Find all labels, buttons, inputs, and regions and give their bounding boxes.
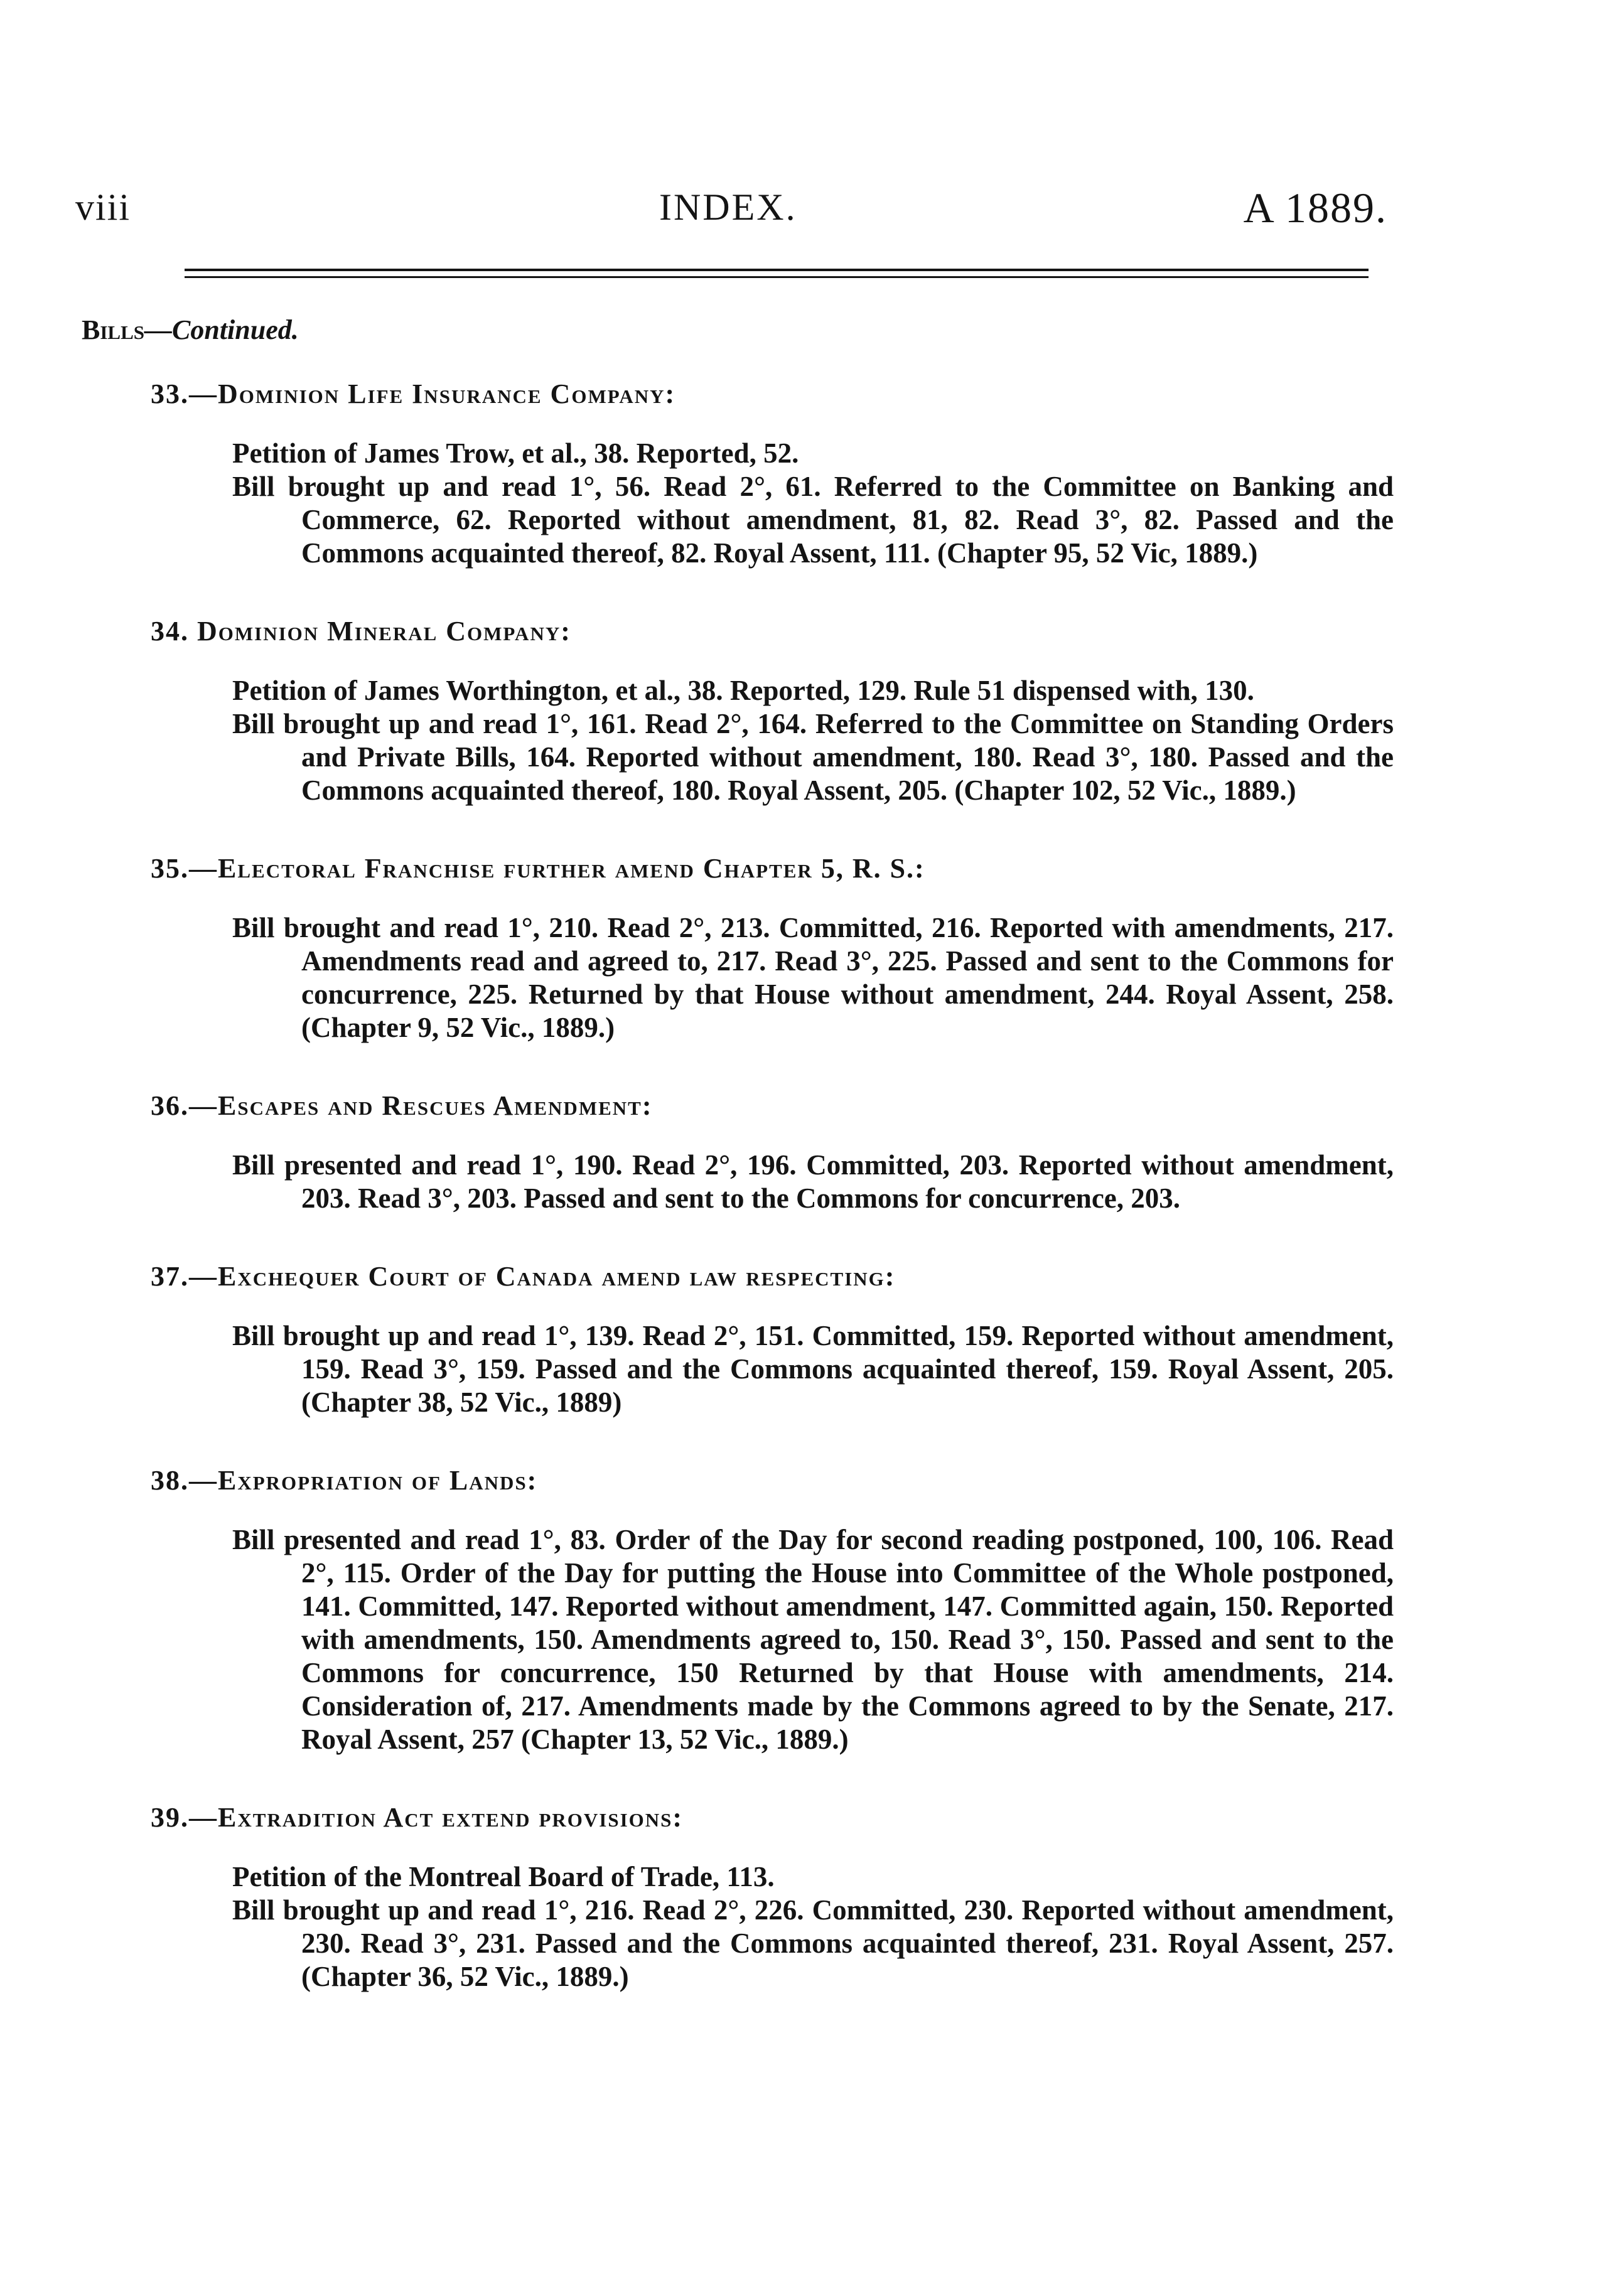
entry-paragraph: Bill brought up and read 1°, 161. Read 2°, 164. Referred to the Committee on Standing Orders and Private Bills, 164. Reported without amendment, 180. Read 3°, 180. Passed and the Commons acquainted thereof, 180. Royal Assent, 205. (Chapter 102, 52 Vic., 1889.) [232, 708, 1394, 806]
entry-title: 33.—Dominion Life Insurance Company: [151, 378, 676, 409]
entry-title: 36.—Escapes and Rescues Amendment: [151, 1090, 653, 1121]
entry-title: 39.—Extradition Act extend provisions: [151, 1802, 684, 1833]
page-header [75, 186, 1387, 236]
index-entries [151, 377, 1394, 2037]
entry-title: 34. Dominion Mineral Company: [151, 616, 571, 646]
index-entry [151, 1088, 1394, 1215]
entry-paragraph: Bill brought up and read 1°, 56. Read 2°, 61. Referred to the Committee on Banking and Commerce, 62. Reported without amendment, 81, 82. Read 3°, 82. Passed and the Commons acquainted thereof, 82. Royal Assent, 111. (Chapter 95, 52 Vic, 1889.) [232, 471, 1394, 569]
entry-title: 35.—Electoral Franchise further amend Chapter 5, R. S.: [151, 853, 925, 884]
entry-paragraph: Petition of the Montreal Board of Trade, 113. [232, 1861, 775, 1892]
entry-title: 37.—Exchequer Court of Canada amend law respecting: [151, 1261, 896, 1292]
index-entry [151, 1463, 1394, 1756]
year-label: A 1889. [1243, 184, 1387, 232]
entry-paragraph: Petition of James Worthington, et al., 38. Reported, 129. Rule 51 dispensed with, 130. [232, 675, 1254, 706]
section-heading-name: Bills [82, 314, 145, 345]
entry-paragraph: Bill brought up and read 1°, 139. Read 2°, 151. Committed, 159. Reported without amendment, 159. Read 3°, 159. Passed and the Commons acquainted thereof, 159. Royal Assent, 205. (Chapter 38, 52 Vic., 1889) [232, 1320, 1394, 1418]
header-rule-bottom [185, 276, 1369, 278]
index-entry [151, 614, 1394, 807]
header-rule-top [185, 269, 1369, 271]
entry-title: 38.—Expropriation of Lands: [151, 1465, 538, 1496]
index-entry [151, 1800, 1394, 1993]
entry-paragraph: Bill brought up and read 1°, 216. Read 2°, 226. Committed, 230. Reported without amendment, 230. Read 3°, 231. Passed and the Commons acquainted thereof, 231. Royal Assent, 257. (Chapter 36, 52 Vic., 1889.) [232, 1894, 1394, 1992]
section-heading [82, 314, 299, 346]
index-entry [151, 377, 1394, 570]
entry-paragraph: Petition of James Trow, et al., 38. Reported, 52. [232, 437, 799, 469]
section-heading-suffix: —Continued. [144, 314, 299, 345]
running-title: INDEX. [659, 186, 797, 228]
page-number: viii [75, 186, 131, 228]
entry-paragraph: Bill presented and read 1°, 190. Read 2°, 196. Committed, 203. Reported without amendment, 203. Read 3°, 203. Passed and sent to the Commons for concurrence, 203. [232, 1149, 1394, 1214]
entry-paragraph: Bill presented and read 1°, 83. Order of the Day for second reading postponed, 100, 106. Read 2°, 115. Order of the Day for putting the House into Committee of the Whole postponed, 141. Committed, 147. Reported without amendment, 147. Committed again, 150. Reported with amendments, 150. Amendments agreed to, 150. Read 3°, 150. Passed and sent to the Commons for concurrence, 150 Returned by that House with amendments, 214. Consideration of, 217. Amendments made by the Commons agreed to by the Senate, 217. Royal Assent, 257 (Chapter 13, 52 Vic., 1889.) [232, 1524, 1394, 1755]
index-entry [151, 851, 1394, 1044]
index-entry [151, 1259, 1394, 1419]
entry-paragraph: Bill brought and read 1°, 210. Read 2°, 213. Committed, 216. Reported with amendments, 217. Amendments read and agreed to, 217. Read 3°, 225. Passed and sent to the Commons for concurrence, 225. Returned by that House without amendment, 244. Royal Assent, 258. (Chapter 9, 52 Vic., 1889.) [232, 912, 1394, 1043]
